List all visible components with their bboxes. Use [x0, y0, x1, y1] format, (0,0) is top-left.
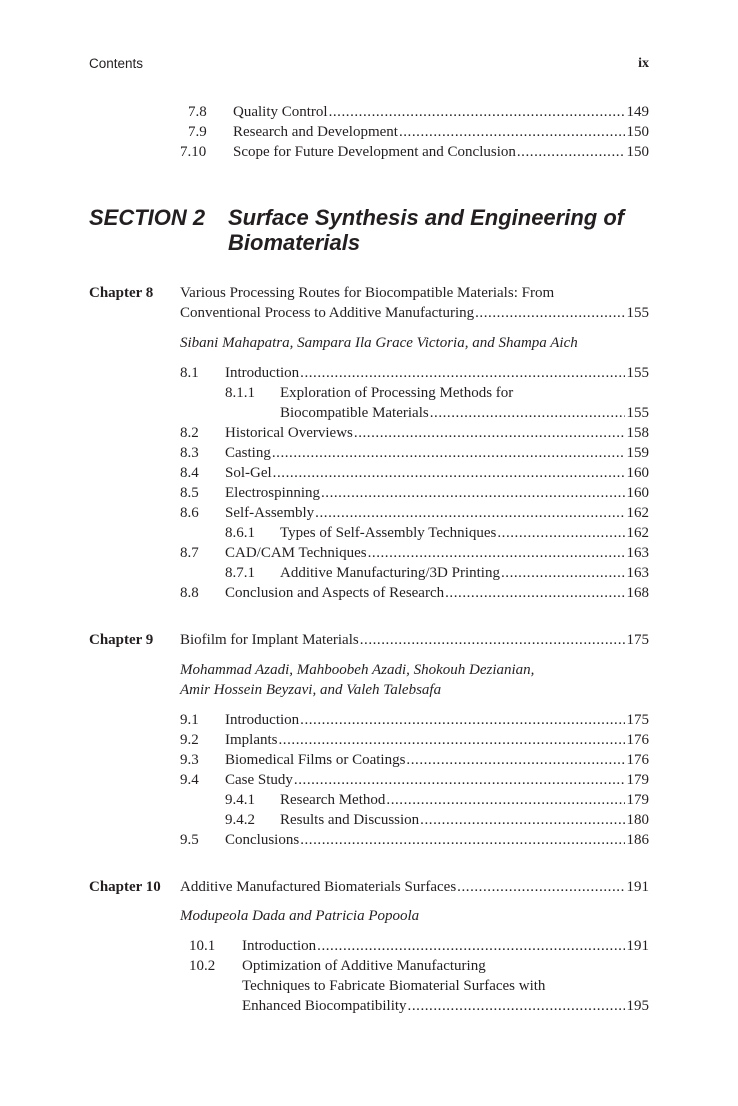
entry-number: 10.1: [189, 938, 216, 954]
entry-number: 9.1: [180, 712, 199, 728]
leader-dots: [420, 810, 624, 830]
entry-page: 150: [626, 124, 649, 140]
chapter-label: Chapter 9: [89, 632, 154, 648]
entry-title: Electrospinning: [225, 485, 320, 501]
leader-dots: [300, 363, 624, 383]
leader-dots: [300, 710, 624, 730]
toc-entry[interactable]: [180, 976, 649, 996]
entry-page: 191: [626, 938, 649, 954]
leader-dots: [457, 877, 624, 897]
leader-dots: [497, 523, 624, 543]
toc-entry[interactable]: [180, 543, 649, 563]
entry-number: 8.7.1: [225, 565, 255, 581]
toc-entry[interactable]: [180, 503, 649, 523]
entry-title: Enhanced Biocompatibility: [242, 998, 407, 1014]
entry-number: 7.8: [188, 104, 207, 120]
chapter-label: Chapter 10: [89, 879, 161, 895]
chapter-title-line[interactable]: [180, 630, 649, 650]
toc-entry[interactable]: [180, 102, 649, 122]
running-head-title: Contents: [89, 56, 144, 71]
toc-entry[interactable]: [180, 710, 649, 730]
toc-entry[interactable]: [180, 770, 649, 790]
toc-subentry[interactable]: [180, 383, 649, 403]
entry-page: 163: [626, 545, 649, 561]
chapter-title: Conventional Process to Additive Manufacturing: [180, 305, 475, 321]
entry-page: 168: [626, 585, 649, 601]
entry-page: 179: [626, 792, 649, 808]
entry-title: Optimization of Additive Manufacturing: [242, 958, 486, 974]
chapter-authors: Amir Hossein Beyzavi, and Valeh Talebsafa: [180, 682, 442, 698]
entry-title: CAD/CAM Techniques: [225, 545, 367, 561]
entry-number: 7.9: [188, 124, 207, 140]
page-number: ix: [638, 56, 649, 71]
toc-subentry[interactable]: [180, 790, 649, 810]
toc-entry[interactable]: [180, 122, 649, 142]
toc-entry[interactable]: [180, 463, 649, 483]
chapter-title: Biofilm for Implant Materials: [180, 632, 359, 648]
toc-entry[interactable]: [180, 956, 649, 976]
entry-page: 162: [626, 505, 649, 521]
chapter-title-line[interactable]: [180, 303, 649, 323]
chapter-label: Chapter 8: [89, 285, 154, 301]
entry-number: 9.4: [180, 772, 199, 788]
entry-number: 8.5: [180, 485, 199, 501]
leader-dots: [501, 563, 625, 583]
entry-title: Quality Control: [233, 104, 328, 120]
toc-entry[interactable]: [180, 443, 649, 463]
leader-dots: [445, 583, 624, 603]
entry-page: 150: [626, 144, 649, 160]
entry-title: Conclusion and Aspects of Research: [225, 585, 445, 601]
toc-entry[interactable]: [180, 830, 649, 850]
entry-title: Exploration of Processing Methods for: [280, 385, 514, 401]
entry-page: 176: [626, 732, 649, 748]
entry-title: Additive Manufacturing/3D Printing: [280, 565, 500, 581]
leader-dots: [329, 102, 625, 122]
entry-page: 160: [626, 485, 649, 501]
chapter-page: 155: [626, 305, 649, 321]
entry-title: Research Method: [280, 792, 386, 808]
leader-dots: [279, 730, 625, 750]
toc-entry[interactable]: [180, 750, 649, 770]
entry-title: Implants: [225, 732, 278, 748]
toc-entry[interactable]: [180, 483, 649, 503]
entry-page: 163: [626, 565, 649, 581]
leader-dots: [360, 630, 625, 650]
leader-dots: [294, 770, 625, 790]
entry-page: 179: [626, 772, 649, 788]
entry-title: Case Study: [225, 772, 293, 788]
entry-number: 8.4: [180, 465, 199, 481]
entry-number: 9.5: [180, 832, 199, 848]
toc-entry[interactable]: [180, 142, 649, 162]
toc-subentry[interactable]: [180, 563, 649, 583]
section-title: Surface Synthesis and Engineering of Biomaterials: [228, 205, 625, 255]
entry-title: Types of Self-Assembly Techniques: [280, 525, 497, 541]
toc-subentry[interactable]: [180, 810, 649, 830]
entry-page: 159: [626, 445, 649, 461]
entry-number: 9.3: [180, 752, 199, 768]
entry-title: Introduction: [225, 712, 300, 728]
chapter-title: Various Processing Routes for Biocompatible Materials: From: [180, 285, 555, 301]
entry-page: 162: [626, 525, 649, 541]
entry-page: 180: [626, 812, 649, 828]
entry-number: 8.2: [180, 425, 199, 441]
leader-dots: [475, 303, 624, 323]
entry-page: 160: [626, 465, 649, 481]
entry-title: Introduction: [242, 938, 317, 954]
toc-entry[interactable]: [180, 583, 649, 603]
leader-dots: [315, 503, 624, 523]
chapter-title-line[interactable]: [180, 283, 649, 303]
entry-title: Conclusions: [225, 832, 300, 848]
leader-dots: [321, 483, 625, 503]
leader-dots: [430, 403, 625, 423]
chapter-authors: Mohammad Azadi, Mahboobeh Azadi, Shokouh Dezianian,: [180, 662, 535, 678]
toc-entry[interactable]: [180, 936, 649, 956]
chapter-page: 175: [626, 632, 649, 648]
leader-dots: [273, 463, 625, 483]
leader-dots: [354, 423, 625, 443]
entry-page: 158: [626, 425, 649, 441]
running-head: [89, 56, 649, 76]
entry-title: Scope for Future Development and Conclusion: [233, 144, 516, 160]
entry-title: Introduction: [225, 365, 300, 381]
entry-title: Self-Assembly: [225, 505, 315, 521]
chapter-title: Additive Manufactured Biomaterials Surfaces: [180, 879, 457, 895]
entry-title: Sol-Gel: [225, 465, 272, 481]
entry-title: Results and Discussion: [280, 812, 420, 828]
chapter-title-line[interactable]: [180, 877, 649, 897]
entry-number: 8.6.1: [225, 525, 255, 541]
leader-dots: [408, 996, 625, 1016]
entry-page: 155: [626, 405, 649, 421]
entry-number: 8.1.1: [225, 385, 255, 401]
leader-dots: [300, 830, 624, 850]
section-label: SECTION 2: [89, 205, 206, 230]
leader-dots: [386, 790, 624, 810]
entry-number: 9.4.1: [225, 792, 255, 808]
toc-subentry[interactable]: [180, 523, 649, 543]
entry-number: 8.8: [180, 585, 199, 601]
chapter-authors: Sibani Mahapatra, Sampara Ila Grace Victoria, and Shampa Aich: [180, 335, 578, 351]
toc-entry[interactable]: [180, 996, 649, 1016]
entry-number: 8.6: [180, 505, 199, 521]
leader-dots: [368, 543, 625, 563]
toc-entry[interactable]: [180, 423, 649, 443]
toc-subentry[interactable]: [180, 403, 649, 423]
entry-number: 7.10: [180, 144, 207, 160]
entry-title: Casting: [225, 445, 271, 461]
entry-title: Biomedical Films or Coatings: [225, 752, 406, 768]
entry-title: Techniques to Fabricate Biomaterial Surfaces with: [242, 978, 546, 994]
leader-dots: [272, 443, 625, 463]
toc-entry[interactable]: [180, 363, 649, 383]
entry-page: 155: [626, 365, 649, 381]
chapter-authors: Modupeola Dada and Patricia Popoola: [180, 908, 420, 924]
toc-entry[interactable]: [180, 730, 649, 750]
entry-number: 9.2: [180, 732, 199, 748]
chapter-page: 191: [626, 879, 649, 895]
entry-number: 9.4.2: [225, 812, 255, 828]
entry-number: 8.3: [180, 445, 199, 461]
entry-page: 149: [626, 104, 649, 120]
entry-page: 195: [626, 998, 649, 1014]
entry-number: 8.1: [180, 365, 199, 381]
entry-number: 10.2: [189, 958, 216, 974]
leader-dots: [406, 750, 624, 770]
leader-dots: [317, 936, 624, 956]
entry-title: Historical Overviews: [225, 425, 353, 441]
entry-page: 186: [626, 832, 649, 848]
leader-dots: [517, 142, 625, 162]
entry-page: 176: [626, 752, 649, 768]
entry-title: Research and Development: [233, 124, 398, 140]
entry-page: 175: [626, 712, 649, 728]
leader-dots: [399, 122, 625, 142]
entry-number: 8.7: [180, 545, 199, 561]
entry-title: Biocompatible Materials: [280, 405, 429, 421]
